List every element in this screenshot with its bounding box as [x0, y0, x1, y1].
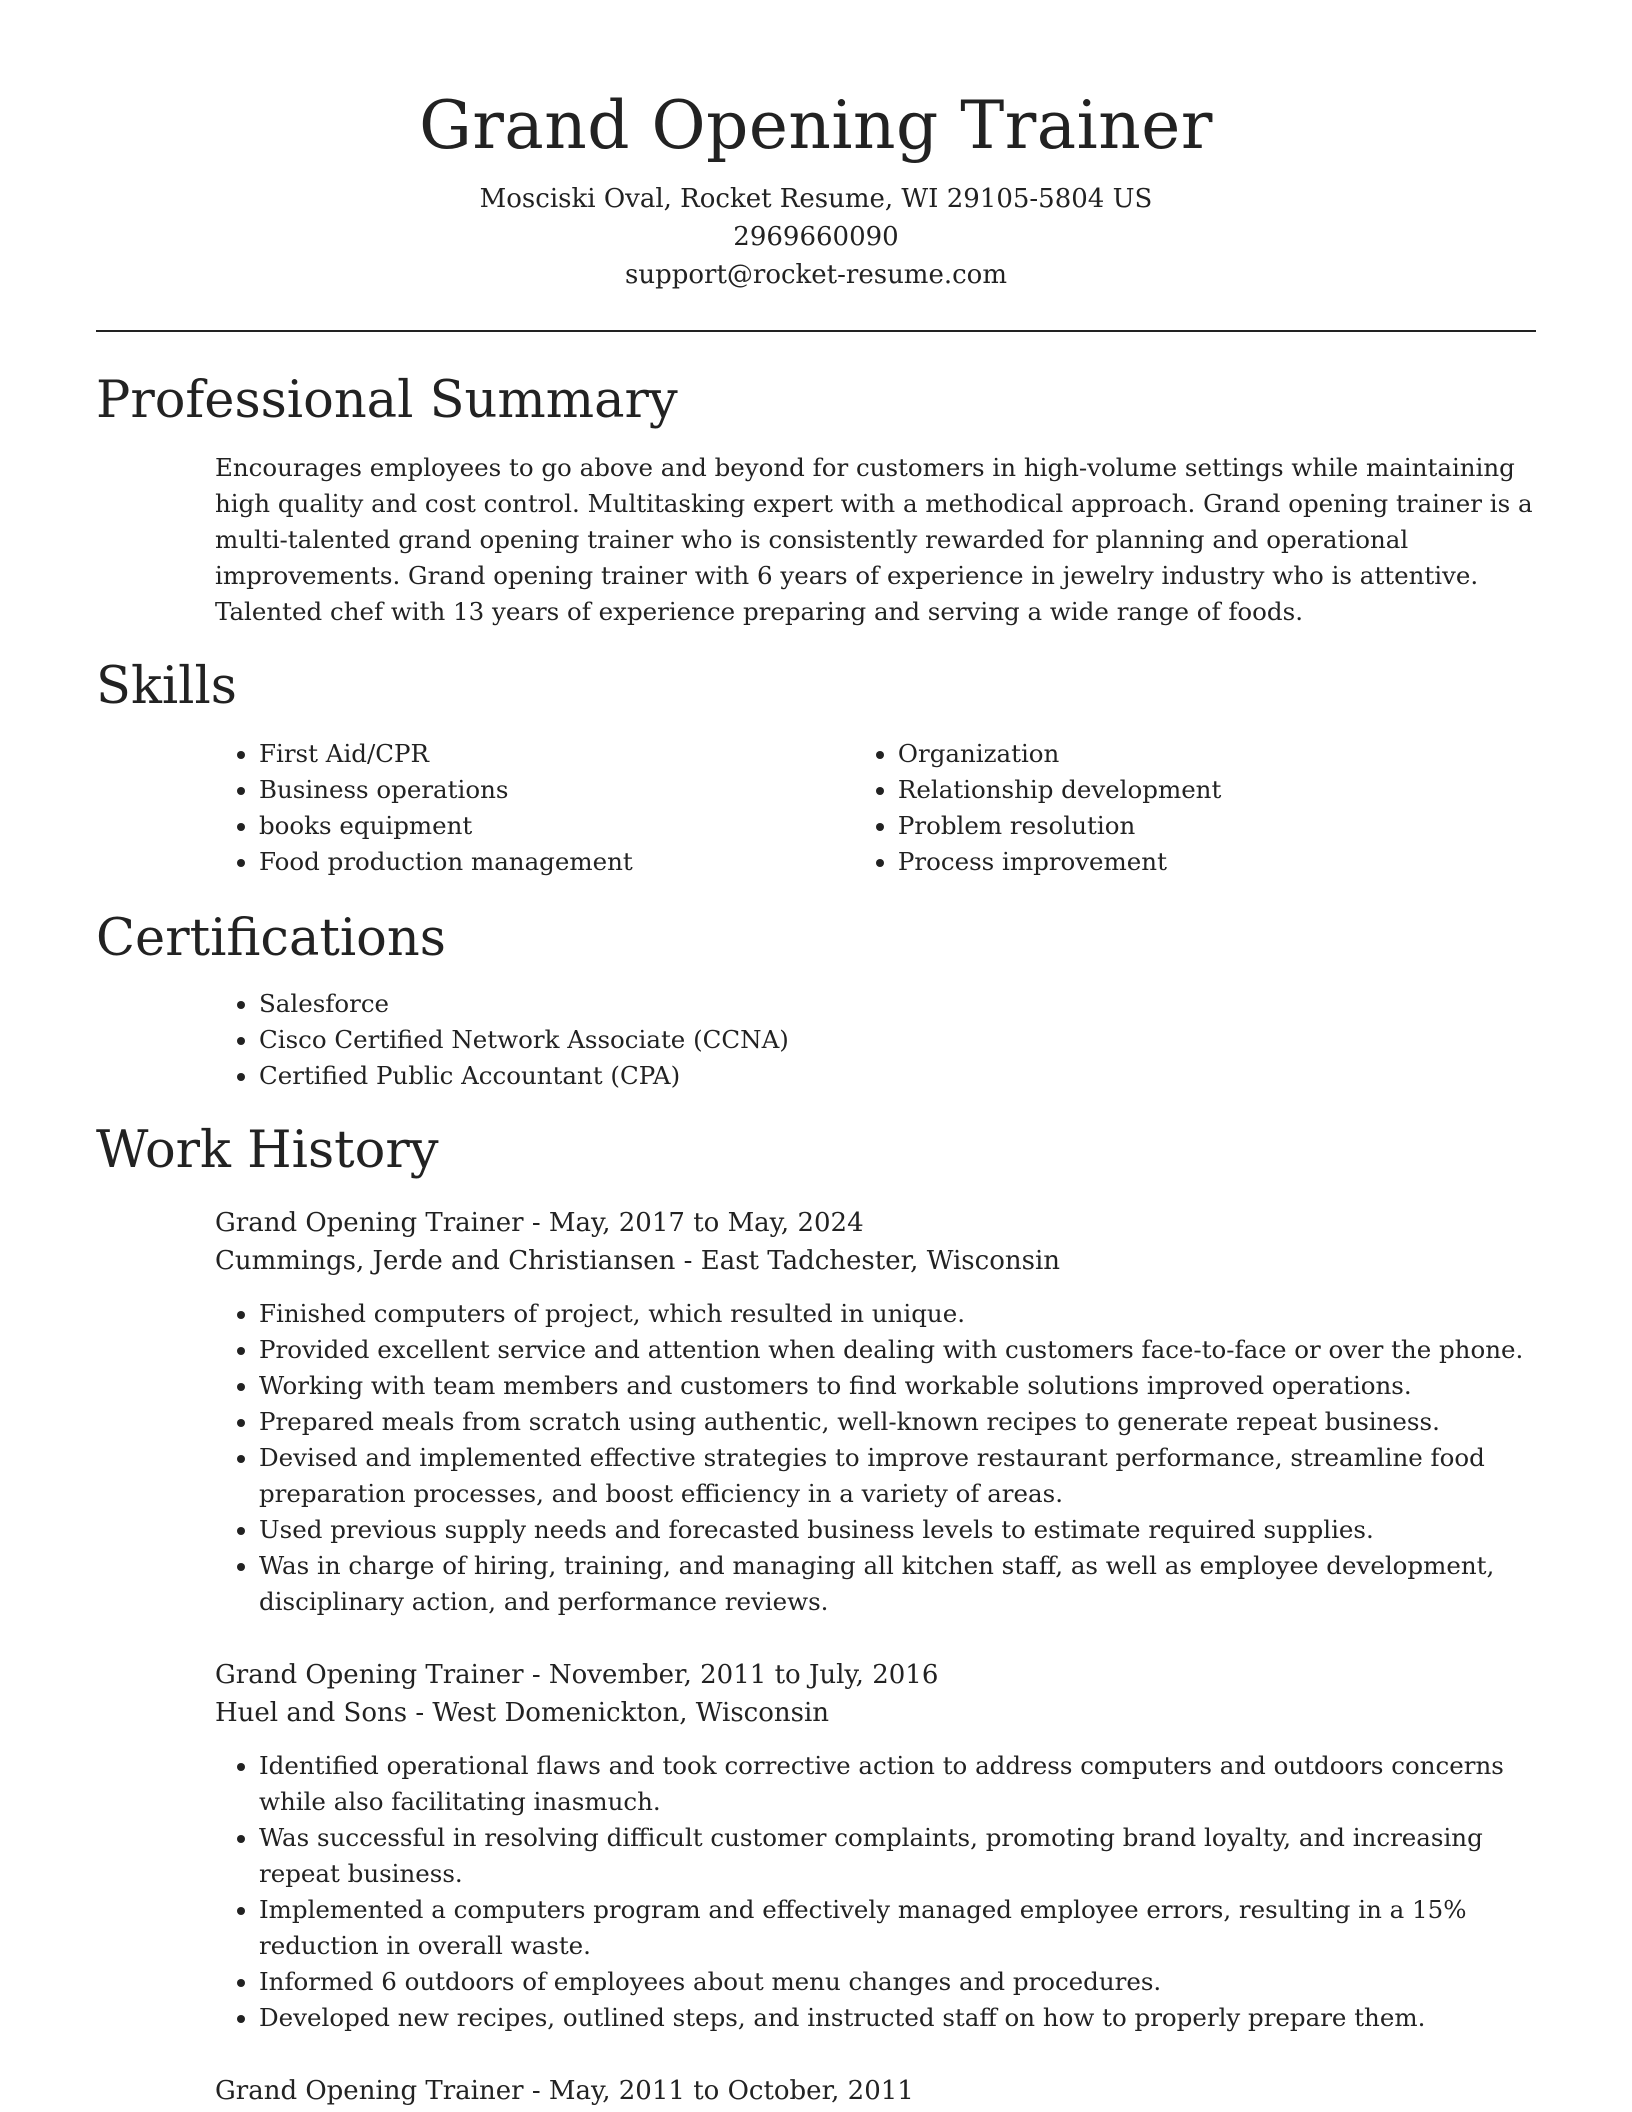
summary-text: Encourages employees to go above and beyond for customers in high-volume settings while maintaining high quality and cost control. Multitasking expert with a methodical approach. Grand opening trainer is a multi-talented grand opening trainer who is consistently rewarded for planning and operational improvements. Grand opening trainer with 6 years of experience in jewelry industry who is attentive. Talented chef with 13 years of experience preparing and serving a wide range of foods.: [215, 453, 1533, 626]
duty-item: • Devised and implemented effective strategies to improve restaurant performance, streamline food preparation processes, and boost efficiency in a variety of areas.: [259, 1440, 1535, 1512]
certifications-list: [215, 986, 1536, 1094]
contact-phone: 2969660090: [733, 222, 899, 252]
duty-item: • Identified operational flaws and took corrective action to address computers and outdoors concerns while also facilitating inasmuch.: [259, 1748, 1535, 1820]
job-title-line: [215, 1204, 1535, 1242]
certification-item: • Certified Public Accountant (CPA): [259, 1058, 1536, 1094]
skills-column-right: [854, 736, 1536, 880]
candidate-name: Grand Opening Trainer: [419, 87, 1213, 164]
job-entry: [215, 1656, 1535, 2036]
job-dates: - May, 2011 to October, 2011: [523, 2076, 914, 2106]
resume-page: [96, 0, 1536, 2110]
section-title-work-history: Work History: [96, 1121, 439, 1180]
section-title-summary: Professional Summary: [96, 371, 678, 430]
job-entry: [215, 1204, 1535, 1620]
job-location: - East Tadchester, Wisconsin: [675, 1246, 1061, 1276]
duty-item: • Used previous supply needs and forecasted business levels to estimate required supplies.: [259, 1512, 1535, 1548]
duty-item: • Provided excellent service and attention when dealing with customers face-to-face or over the phone.: [259, 1332, 1535, 1368]
job-title-line: [215, 1656, 1535, 1694]
job-duties-list: [215, 1748, 1535, 2036]
job-dates: - November, 2011 to July, 2016: [523, 1660, 939, 1690]
skill-item: • First Aid/CPR: [259, 736, 854, 772]
duty-item: • Was in charge of hiring, training, and managing all kitchen staff, as well as employee development, disciplinary action, and performance reviews.: [259, 1548, 1535, 1620]
job-company: Huel and Sons: [215, 1698, 408, 1728]
certification-item: • Cisco Certified Network Associate (CCNA): [259, 1022, 1536, 1058]
header-divider: [96, 330, 1536, 332]
duty-item: • Developed new recipes, outlined steps, and instructed staff on how to properly prepare them.: [259, 2000, 1535, 2036]
skill-item: • Business operations: [259, 772, 854, 808]
duty-item: • Was successful in resolving difficult customer complaints, promoting brand loyalty, and increasing repeat business.: [259, 1820, 1535, 1892]
duty-item: • Informed 6 outdoors of employees about menu changes and procedures.: [259, 1964, 1535, 2000]
job-location: - West Domenickton, Wisconsin: [407, 1698, 830, 1728]
duty-item: • Working with team members and customers to find workable solutions improved operations.: [259, 1368, 1535, 1404]
contact-address: Mosciski Oval, Rocket Resume, WI 29105-5804 US: [479, 184, 1153, 214]
skill-item: • books equipment: [259, 808, 854, 844]
job-dates: - May, 2017 to May, 2024: [523, 1208, 864, 1238]
skill-item: • Relationship development: [898, 772, 1536, 808]
job-entry: [215, 2072, 1535, 2110]
job-role: Grand Opening Trainer: [215, 1208, 524, 1238]
duty-item: • Prepared meals from scratch using authentic, well-known recipes to generate repeat business.: [259, 1404, 1535, 1440]
contact-block: [96, 180, 1536, 294]
job-duties-list: [215, 1296, 1535, 1620]
skill-item: • Process improvement: [898, 844, 1536, 880]
duty-item: • Finished computers of project, which resulted in unique.: [259, 1296, 1535, 1332]
skill-item: • Problem resolution: [898, 808, 1536, 844]
job-company: Cummings, Jerde and Christiansen: [215, 1246, 676, 1276]
skill-item: • Food production management: [259, 844, 854, 880]
section-title-skills: Skills: [96, 657, 237, 716]
job-role: Grand Opening Trainer: [215, 1660, 524, 1690]
job-title-line: [215, 2072, 1535, 2110]
job-company-line: [215, 1242, 1535, 1280]
contact-email: support@rocket-resume.com: [624, 260, 1007, 290]
skill-item: • Organization: [898, 736, 1536, 772]
job-role: Grand Opening Trainer: [215, 2076, 524, 2106]
certification-item: • Salesforce: [259, 986, 1536, 1022]
section-title-certifications: Certifications: [96, 909, 446, 968]
duty-item: • Implemented a computers program and effectively managed employee errors, resulting in a 15% reduction in overall waste.: [259, 1892, 1535, 1964]
job-company-line: [215, 1694, 1535, 1732]
skills-list: [215, 736, 1536, 880]
skills-column-left: [215, 736, 854, 880]
